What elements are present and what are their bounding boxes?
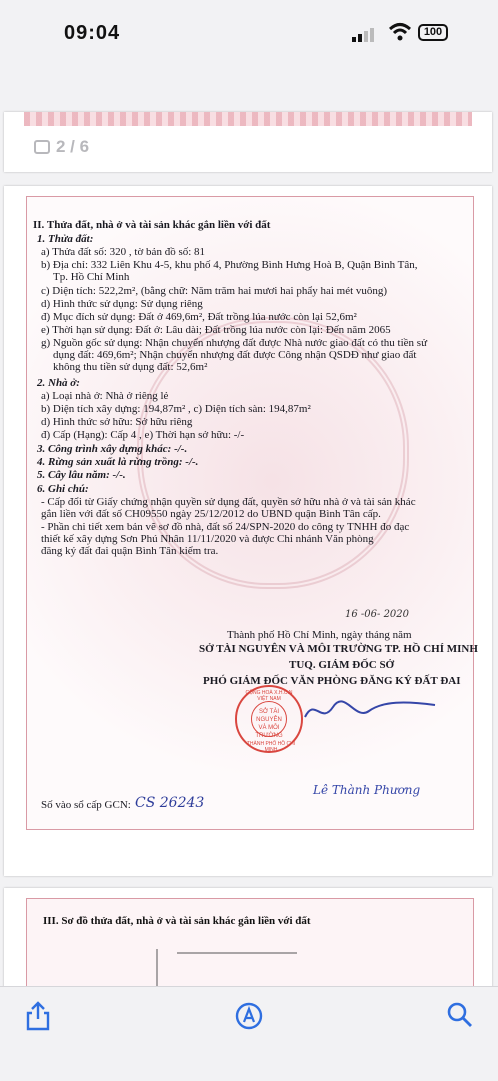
note-2-line-3: đăng ký đất đai quận Bình Tân kiểm tra. <box>41 545 219 557</box>
address-line-2: Tp. Hồ Chí Minh <box>53 271 130 283</box>
origin-line-1: g) Nguồn gốc sử dụng: Nhận chuyển nhượng đất được Nhà nước giao đất có thu tiền sử <box>41 337 428 349</box>
usage-purpose: đ) Mục đích sử dụng: Đất ở 469,6m², Đất trồng lúa nước còn lại 52,6m² <box>41 311 357 323</box>
house-type: a) Loại nhà ở: Nhà ở riêng lẻ <box>41 390 169 402</box>
cellular-signal-icon <box>352 28 376 47</box>
markup-icon[interactable] <box>234 1001 264 1036</box>
perennial-trees: 5. Cây lâu năm: -/-. <box>37 469 126 481</box>
share-icon[interactable] <box>24 1001 52 1036</box>
pdf-page-2[interactable] <box>4 186 492 876</box>
nav-bar <box>0 66 498 112</box>
origin-line-2: dụng đất: 469,6m²; Nhận chuyển nhượng đất được Công nhận QSDĐ như giao đất <box>53 349 417 361</box>
official-seal <box>235 685 303 753</box>
certificate-document <box>26 196 478 830</box>
section-heading: II. Thửa đất, nhà ở và tài sản khác gắn liền với đất <box>33 219 271 231</box>
house-section-title: 2. Nhà ở: <box>37 377 80 389</box>
issue-date-handwritten: 16 -06- 2020 <box>345 609 410 620</box>
site-plan-document <box>26 898 474 988</box>
issuing-department: SỞ TÀI NGUYÊN VÀ MÔI TRƯỜNG TP. HỒ CHÍ MINH <box>199 643 478 655</box>
forest: 4. Rừng sản xuất là rừng trồng: -/-. <box>37 456 199 468</box>
authorization: TUQ. GIÁM ĐỐC SỞ <box>289 659 395 671</box>
status-bar <box>0 0 498 64</box>
parcel-number: a) Thửa đất số: 320 , tờ bản đồ số: 81 <box>41 246 206 258</box>
bottom-toolbar <box>0 986 498 1081</box>
page-indicator <box>34 137 89 157</box>
pdf-page-3[interactable] <box>4 888 492 988</box>
status-time: 09:04 <box>64 22 121 44</box>
battery-icon: 100 <box>418 24 448 41</box>
usage-form: d) Hình thức sử dụng: Sử dụng riêng <box>41 298 203 310</box>
land-area: c) Diện tích: 522,2m², (bằng chữ: Năm trăm hai mươi hai phẩy hai mét vuông) <box>41 285 388 297</box>
house-grade: đ) Cấp (Hạng): Cấp 4 , e) Thời hạn sở hữu: -/- <box>41 429 245 441</box>
house-area: b) Diện tích xây dựng: 194,87m² , c) Diện tích sàn: 194,87m² <box>41 403 311 415</box>
ownership-form: d) Hình thức sở hữu: Sở hữu riêng <box>41 416 193 428</box>
wifi-icon <box>388 22 412 47</box>
other-works: 3. Công trình xây dựng khác: -/-. <box>37 443 188 455</box>
note-1-line-2: gắn liền với đất số CH09550 ngày 25/12/2012 do UBND quận Bình Tân cấp. <box>41 508 381 520</box>
site-plan-heading: III. Sơ đồ thửa đất, nhà ở và tài sản khác gắn liền với đất <box>43 915 311 927</box>
signer-name: Lê Thành Phương <box>313 783 421 797</box>
note-1-line-1: - Cấp đổi từ Giấy chứng nhận quyền sử dụng đất, quyền sở hữu nhà ở và tài sản khác <box>41 496 416 508</box>
site-plan-sketch <box>147 939 307 988</box>
seal-bottom-text: THÀNH PHỐ HỒ CHÍ MINH <box>246 741 296 753</box>
page-icon <box>34 140 50 154</box>
usage-term: e) Thời hạn sử dụng: Đất ở: Lâu dài; Đất trồng lúa nước còn lại: Đến năm 2065 <box>41 324 391 336</box>
registration-label: Số vào sổ cấp GCN: <box>41 799 131 811</box>
note-2-line-2: thiết kế xây dựng Sơn Phú Nhân 11/11/2020 và được Chi nhánh Văn phòng <box>41 533 374 545</box>
origin-line-3: không thu tiền sử dụng đất: 52,6m² <box>53 361 208 373</box>
notes-title: 6. Ghi chú: <box>37 483 89 495</box>
seal-ring-text: CỘNG HOÀ X.H.C.N VIỆT NAM <box>245 690 293 702</box>
page-indicator-text: 2 / 6 <box>56 137 90 156</box>
signature-mark <box>295 691 445 731</box>
note-2-line-1: - Phần chi tiết xem bản vẽ sơ đồ nhà, đất số 24/SPN-2020 do công ty TNHH đo đạc <box>41 521 410 533</box>
search-icon[interactable] <box>446 1001 474 1034</box>
signer-title: PHÓ GIÁM ĐỐC VĂN PHÒNG ĐĂNG KÝ ĐẤT ĐAI <box>203 675 461 687</box>
land-section-title: 1. Thửa đất: <box>37 233 94 245</box>
address-line-1: b) Địa chỉ: 332 Liên Khu 4-5, khu phố 4, Phường Bình Hưng Hoà B, Quận Bình Tân, <box>41 259 418 271</box>
seal-center-text: SỞ TÀI NGUYÊN VÀ MÔI TRƯỜNG <box>251 701 287 737</box>
page-border-decoration <box>24 112 472 126</box>
registration-number: CS 26243 <box>135 795 205 811</box>
place-date: Thành phố Hồ Chí Minh, ngày tháng năm <box>227 629 412 641</box>
